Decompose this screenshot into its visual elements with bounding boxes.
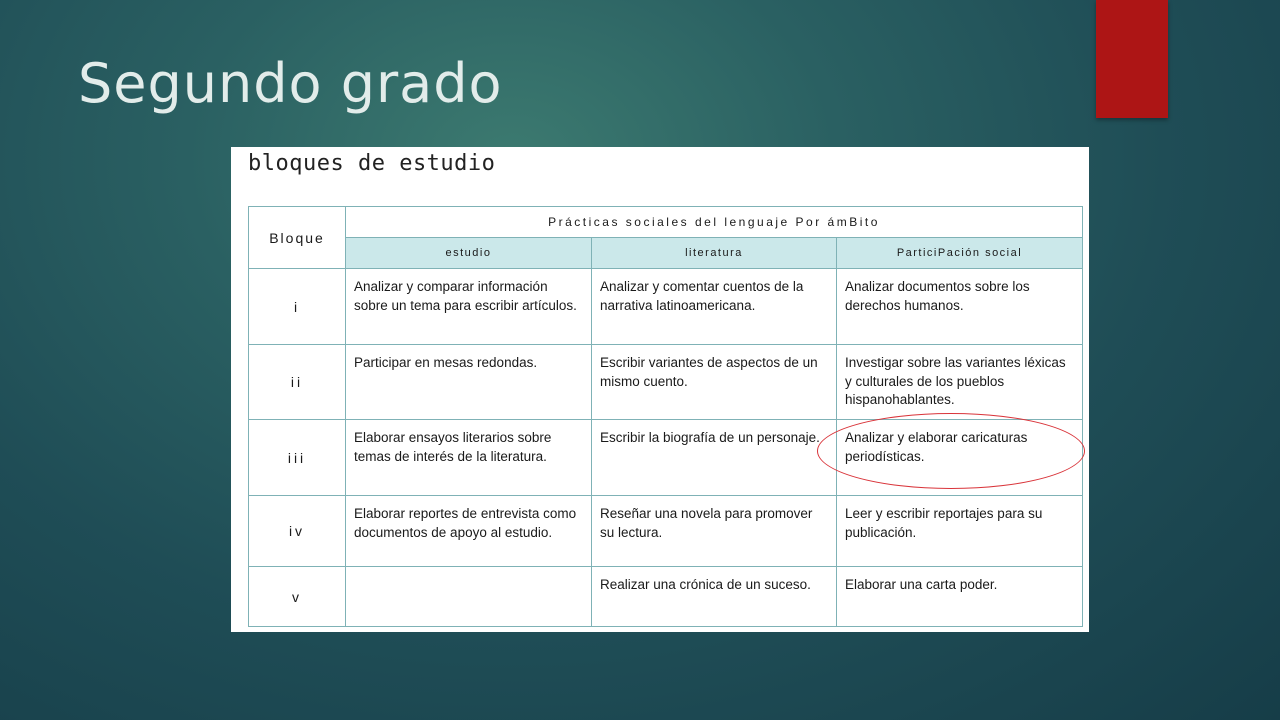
bloque-number: iii (249, 420, 346, 496)
table-header-row (249, 207, 1083, 238)
table-row (249, 345, 1083, 420)
cell-estudio: Analizar y comparar información sobre un tema para escribir artículos. (346, 269, 592, 345)
cell-literatura: Escribir la biografía de un personaje. (592, 420, 837, 496)
cell-participacion: Leer y escribir reportajes para su publicación. (837, 496, 1083, 567)
cell-literatura: Reseñar una novela para promover su lectura. (592, 496, 837, 567)
cell-participacion: Investigar sobre las variantes léxicas y culturales de los pueblos hispanohablantes. (837, 345, 1083, 420)
cell-literatura: Realizar una crónica de un suceso. (592, 567, 837, 627)
study-blocks-table (248, 206, 1083, 627)
document-image (231, 147, 1089, 632)
table-row (249, 420, 1083, 496)
header-bloque: Bloque (249, 207, 346, 269)
cell-literatura: Analizar y comentar cuentos de la narrativa latinoamericana. (592, 269, 837, 345)
cell-literatura: Escribir variantes de aspectos de un mismo cuento. (592, 345, 837, 420)
accent-bar (1096, 0, 1168, 118)
bloque-number: ii (249, 345, 346, 420)
bloque-number: i (249, 269, 346, 345)
cell-estudio: Elaborar reportes de entrevista como documentos de apoyo al estudio. (346, 496, 592, 567)
table-subheader-row (249, 238, 1083, 269)
header-practicas: Prácticas sociales del lenguaje Por ámBito (346, 207, 1083, 238)
cell-estudio (346, 567, 592, 627)
subheader-estudio: estudio (346, 238, 592, 269)
cell-estudio: Participar en mesas redondas. (346, 345, 592, 420)
subheader-participacion: ParticiPación social (837, 238, 1083, 269)
cell-estudio: Elaborar ensayos literarios sobre temas de interés de la literatura. (346, 420, 592, 496)
cell-participacion: Analizar y elaborar caricaturas periodísticas. (837, 420, 1083, 496)
cell-participacion: Analizar documentos sobre los derechos humanos. (837, 269, 1083, 345)
table-row (249, 567, 1083, 627)
cell-participacion: Elaborar una carta poder. (837, 567, 1083, 627)
slide-title: Segundo grado (78, 52, 503, 115)
bloque-number: iv (249, 496, 346, 567)
document-heading: bloques de estudio (248, 151, 496, 176)
subheader-literatura: literatura (592, 238, 837, 269)
table-row (249, 269, 1083, 345)
bloque-number: v (249, 567, 346, 627)
table-row (249, 496, 1083, 567)
